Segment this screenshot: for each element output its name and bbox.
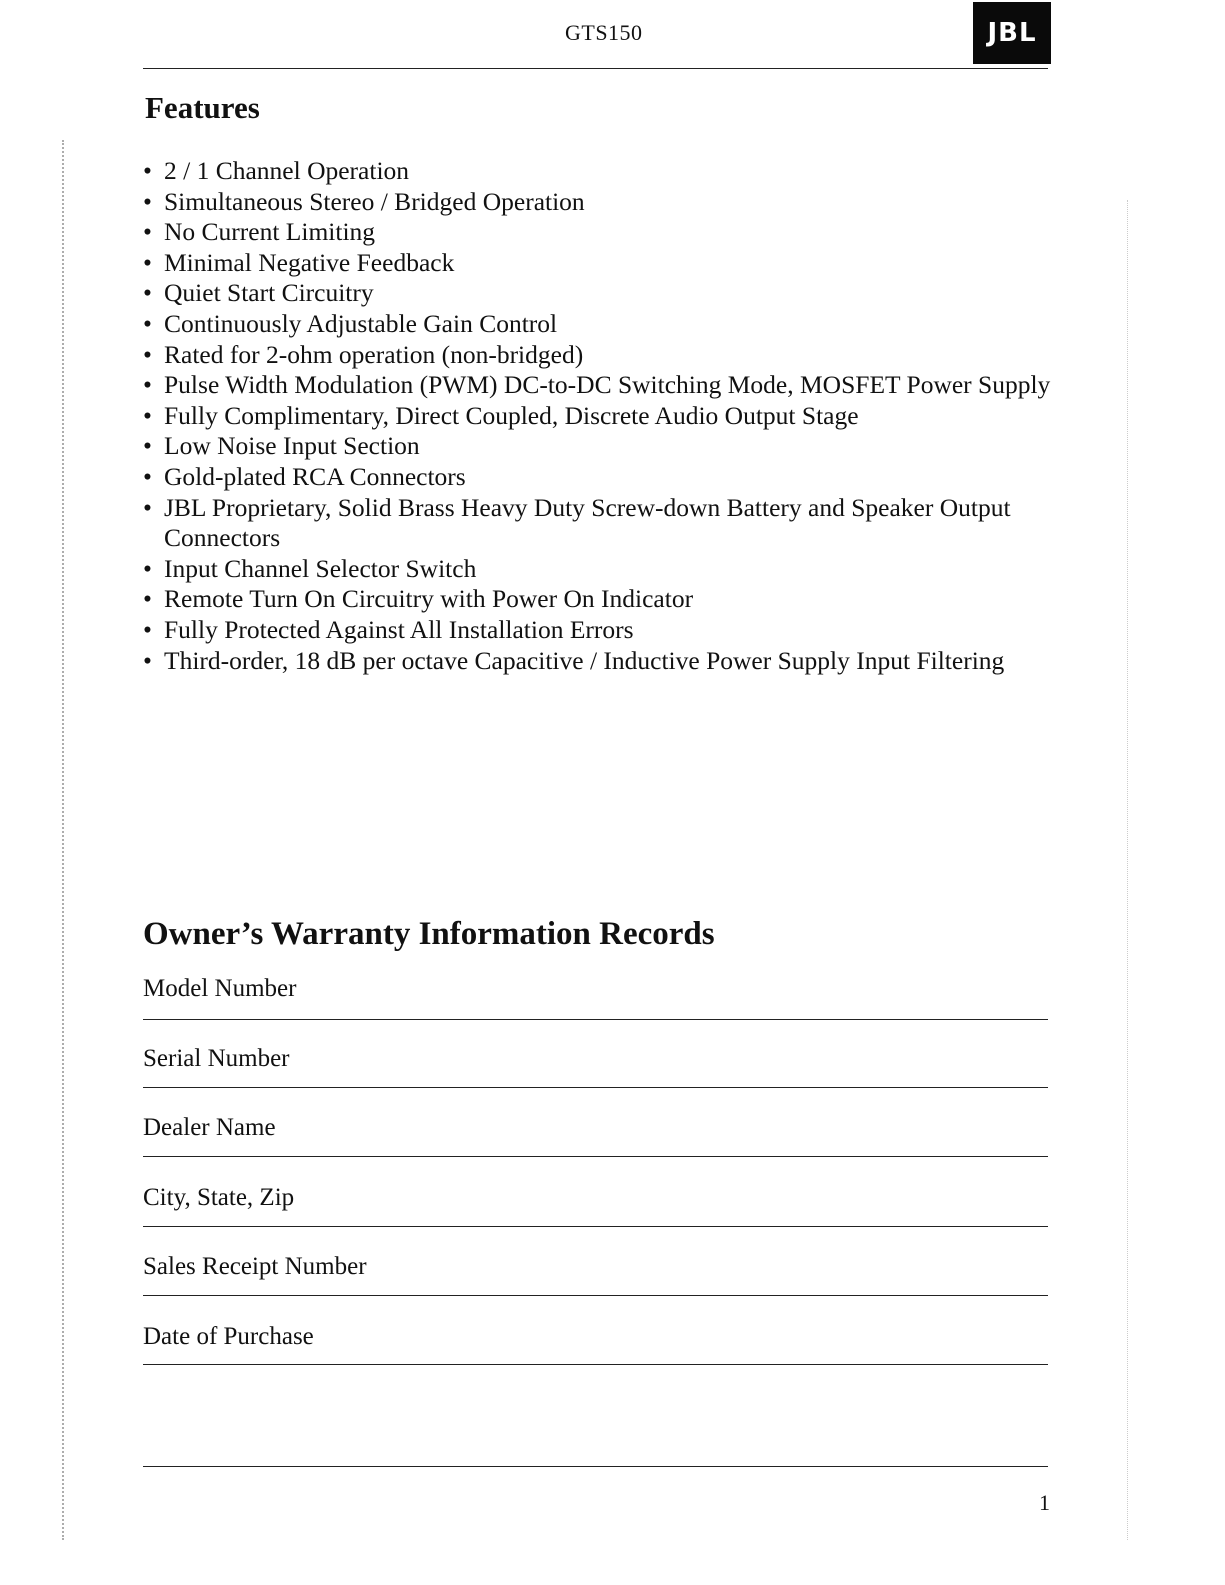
feature-item: • Simultaneous Stereo / Bridged Operation (143, 187, 1050, 218)
field-label-model-number: Model Number (143, 975, 297, 1002)
feature-item: • Rated for 2-ohm operation (non-bridged) (143, 340, 1050, 371)
feature-item: • Fully Complimentary, Direct Coupled, Discrete Audio Output Stage (143, 401, 1050, 432)
feature-item: • No Current Limiting (143, 217, 1050, 248)
jbl-logo: JBL (973, 2, 1051, 64)
field-line-serial-number[interactable] (143, 1087, 1048, 1088)
feature-item: • JBL Proprietary, Solid Brass Heavy Duty Screw-down Battery and Speaker Output Connectors (143, 493, 1050, 554)
field-label-sales-receipt: Sales Receipt Number (143, 1253, 367, 1280)
warranty-heading: Owner’s Warranty Information Records (143, 916, 715, 952)
footer-rule (143, 1466, 1048, 1467)
feature-item: • Gold-plated RCA Connectors (143, 462, 1050, 493)
field-line-dealer-name[interactable] (143, 1156, 1048, 1157)
feature-item: • Low Noise Input Section (143, 431, 1050, 462)
feature-item: • Third-order, 18 dB per octave Capacitive / Inductive Power Supply Input Filtering (143, 646, 1050, 677)
scan-edge-artifact-right (1127, 200, 1130, 1540)
feature-item: • 2 / 1 Channel Operation (143, 156, 1050, 187)
field-label-date-of-purchase: Date of Purchase (143, 1323, 314, 1350)
field-line-city-state-zip[interactable] (143, 1226, 1048, 1227)
feature-item: • Input Channel Selector Switch (143, 554, 1050, 585)
field-line-model-number[interactable] (143, 1019, 1048, 1020)
feature-item: • Quiet Start Circuitry (143, 278, 1050, 309)
feature-item: • Continuously Adjustable Gain Control (143, 309, 1050, 340)
header-rule (143, 68, 1048, 69)
scan-edge-artifact (62, 140, 70, 1540)
page-number: 1 (1039, 1490, 1050, 1515)
features-heading: Features (145, 90, 260, 125)
features-list (143, 156, 1050, 676)
field-line-date-of-purchase[interactable] (143, 1364, 1048, 1365)
field-label-serial-number: Serial Number (143, 1045, 290, 1072)
feature-item: • Minimal Negative Feedback (143, 248, 1050, 279)
feature-item: • Remote Turn On Circuitry with Power On Indicator (143, 584, 1050, 615)
feature-item: • Pulse Width Modulation (PWM) DC-to-DC Switching Mode, MOSFET Power Supply (143, 370, 1050, 401)
field-label-city-state-zip: City, State, Zip (143, 1184, 295, 1211)
header-model: GTS150 (565, 20, 643, 45)
field-label-dealer-name: Dealer Name (143, 1114, 276, 1141)
field-line-sales-receipt[interactable] (143, 1295, 1048, 1296)
feature-item: • Fully Protected Against All Installation Errors (143, 615, 1050, 646)
